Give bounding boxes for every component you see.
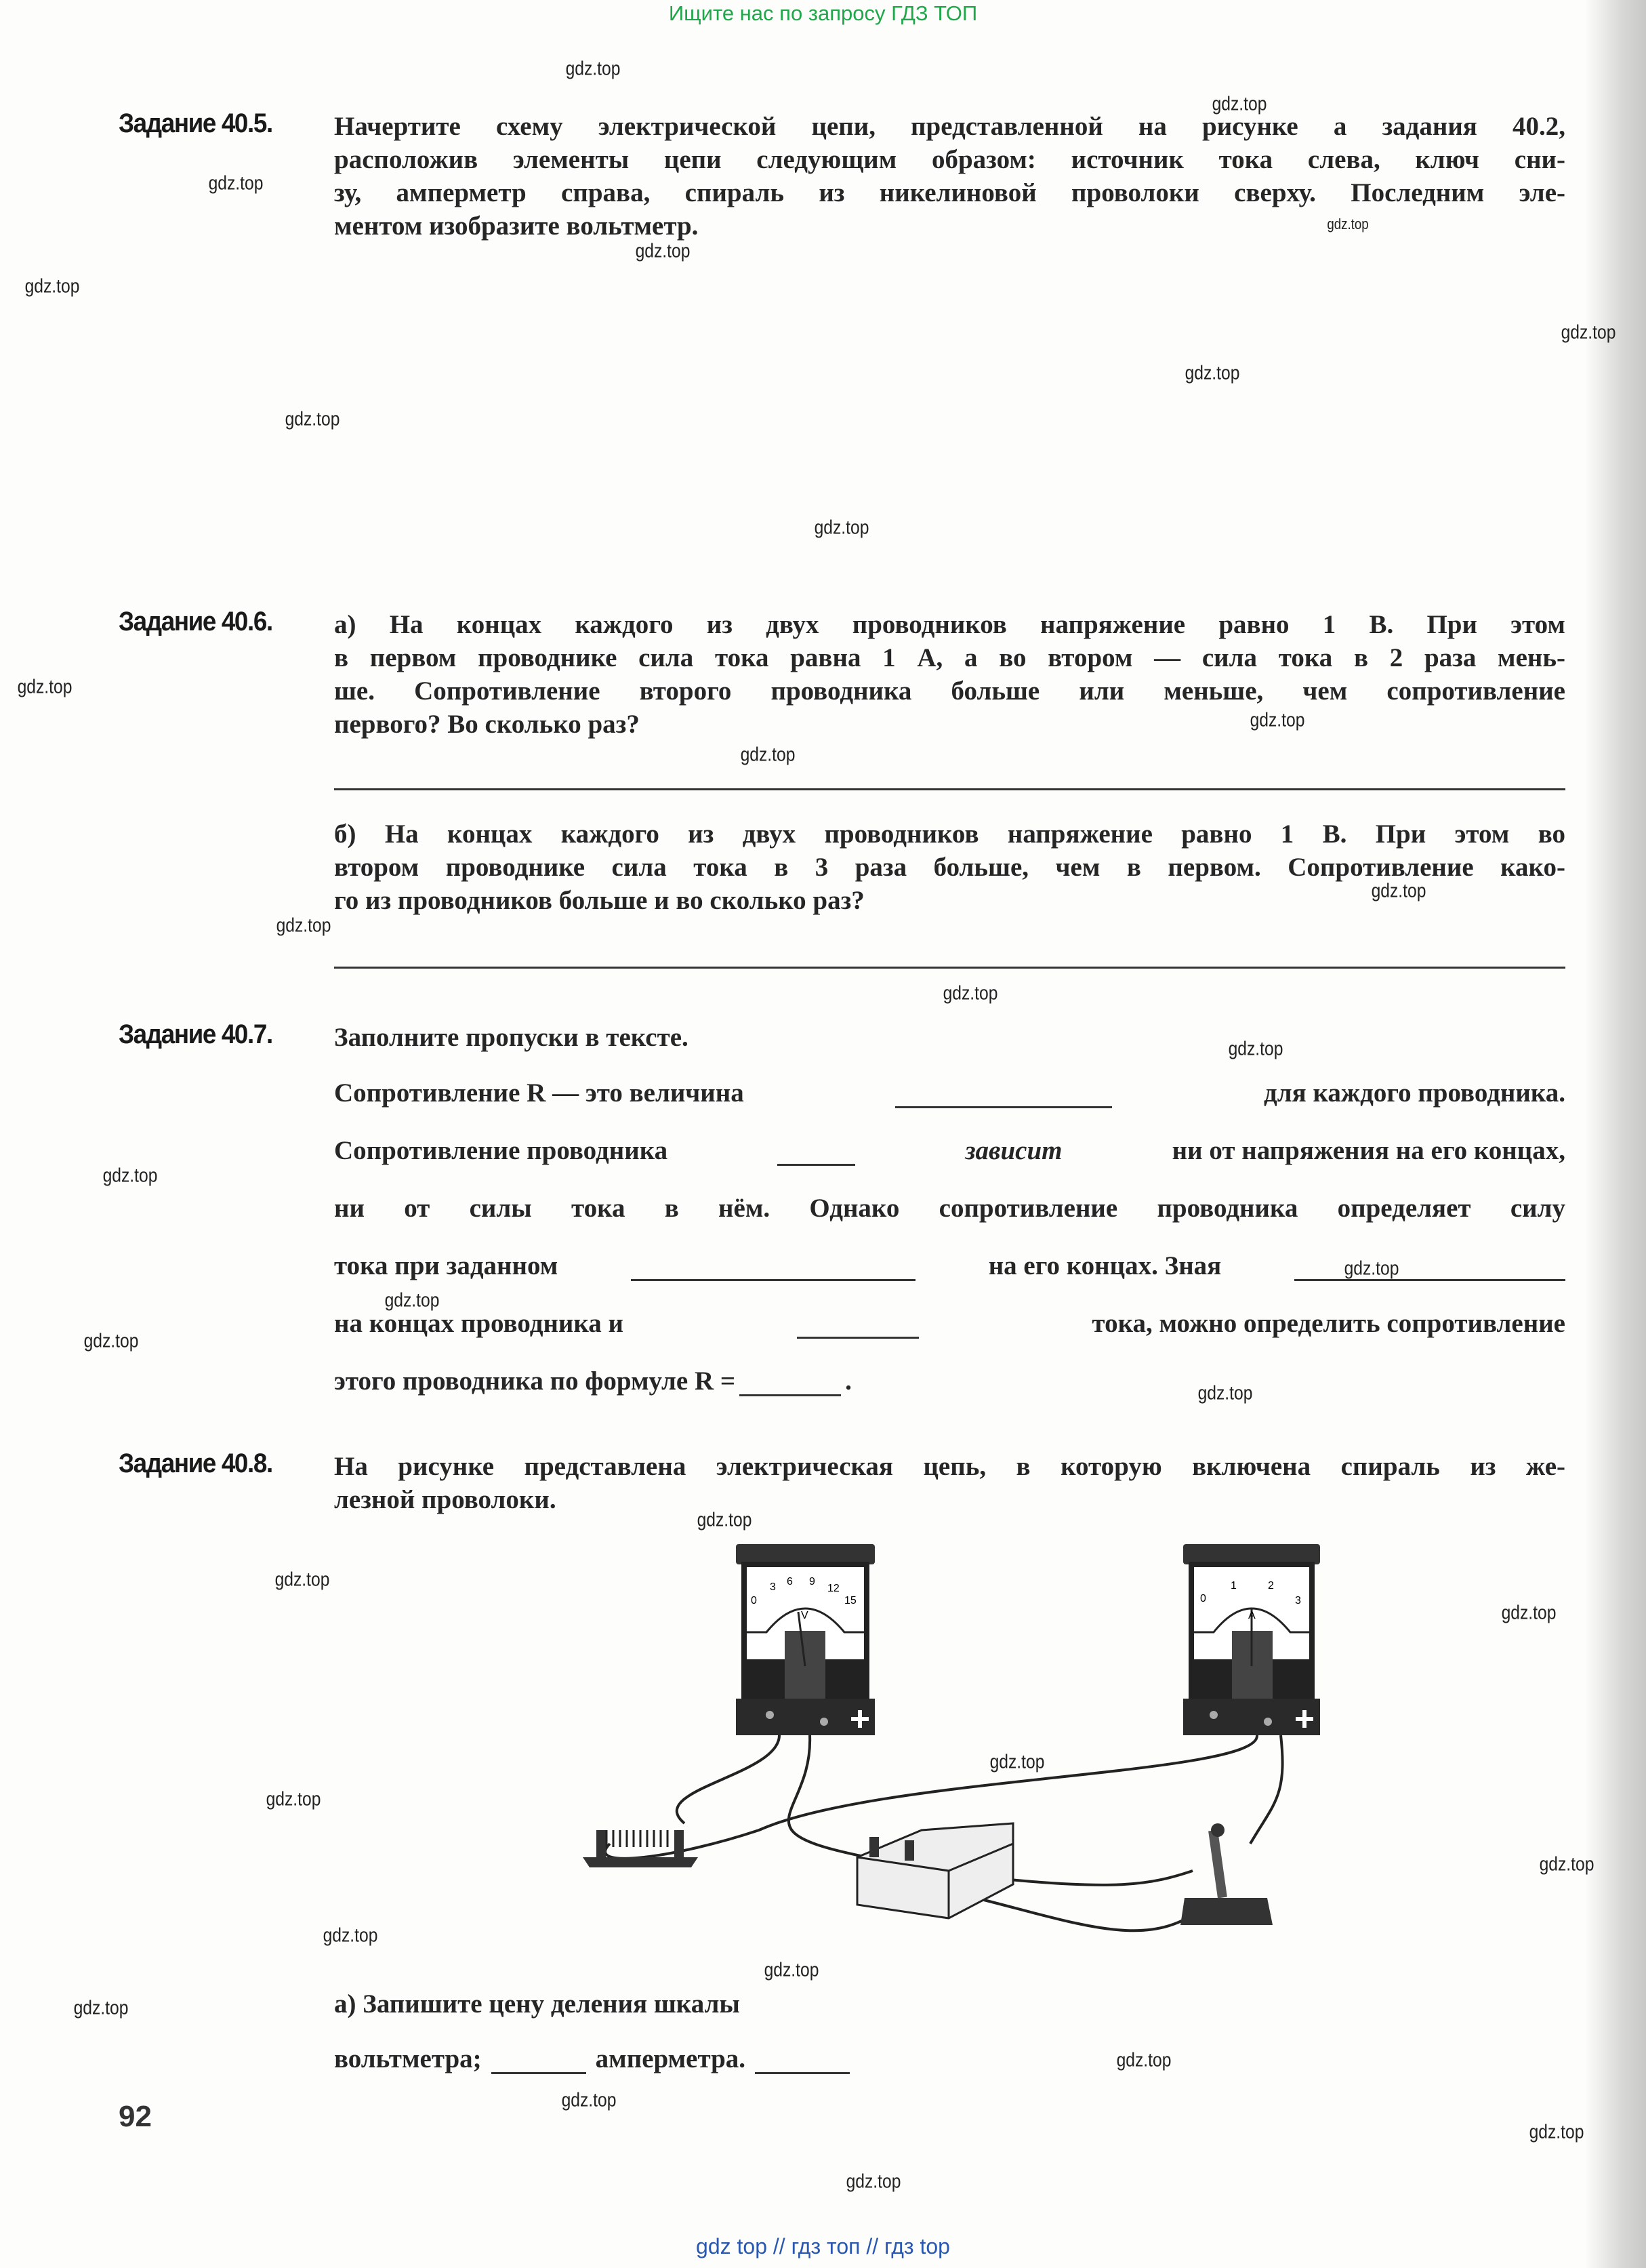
text-fragment: амперметра. [595, 2044, 746, 2073]
text-line: лезной проволоки. [334, 1485, 556, 1514]
scale-label: 12 [827, 1583, 840, 1594]
text-fragment: на его концах. Зная [988, 1251, 1222, 1280]
text-line: Начертите схему электрической цепи, представленной на рисунке а задания 40.2, [334, 112, 1565, 141]
text-fragment: Сопротивление проводника [334, 1136, 668, 1165]
text-line: го из проводников больше и во сколько раз? [334, 886, 865, 915]
watermark: gdz.top [1561, 321, 1616, 344]
watermark: gdz.top [846, 2170, 901, 2193]
text-line: первого? Во сколько раз? [334, 710, 640, 739]
unit-label: A [1248, 1610, 1256, 1621]
scale-label: 0 [751, 1595, 757, 1606]
text-fragment: ни от напряжения на его концах, [1172, 1136, 1565, 1165]
watermark: gdz.top [102, 1165, 158, 1187]
watermark: gdz.top [17, 676, 73, 698]
text-line: втором проводнике сила тока в 3 раза больше, чем в первом. Сопротивление како- [334, 853, 1565, 882]
scale-label: 2 [1268, 1580, 1274, 1592]
watermark: gdz.top [740, 744, 796, 766]
watermark: gdz.top [814, 517, 869, 539]
watermark: gdz.top [565, 58, 621, 80]
ammeter-division-blank[interactable] [755, 2050, 850, 2074]
watermark: gdz.top [1185, 362, 1240, 384]
unit-label: V [801, 1610, 808, 1621]
watermark: gdz.top [384, 1289, 440, 1312]
watermark: gdz.top [989, 1751, 1045, 1773]
footer-links[interactable]: gdz top // гдз топ // гдз top [696, 2234, 950, 2259]
scale-label: 0 [1200, 1593, 1206, 1604]
scale-label: 3 [1295, 1595, 1301, 1606]
task-40-8a-answers [334, 2017, 850, 2074]
watermark: gdz.top [266, 1788, 321, 1810]
task-40-7-title: Задание 40.7. [119, 1019, 272, 1049]
text-fragment: Сопротивление R — это величина [334, 1078, 744, 1108]
scale-label: 6 [787, 1576, 793, 1587]
text-fragment: для каждого проводника. [1264, 1078, 1565, 1108]
watermark: gdz.top [285, 408, 340, 430]
task-40-8a-text [334, 1987, 1565, 2021]
watermark: gdz.top [1212, 93, 1267, 115]
scale-label: 15 [844, 1595, 857, 1606]
watermark: gdz.top [274, 1568, 330, 1591]
text-line: в первом проводнике сила тока равна 1 А, а во втором — сила тока в 2 раза мень- [334, 643, 1565, 672]
page-number: 92 [119, 2100, 152, 2133]
watermark: gdz.top [208, 172, 264, 195]
text-fragment: . [845, 1366, 852, 1396]
watermark: gdz.top [73, 1997, 129, 2019]
scale-label: 3 [770, 1581, 776, 1593]
watermark: gdz.top [1344, 1257, 1399, 1280]
text-line: б) На концах каждого из двух проводников напряжение равно 1 В. При этом во [334, 819, 1565, 849]
watermark: gdz.top [764, 1959, 819, 1981]
task-40-5-title: Задание 40.5. [119, 108, 272, 138]
watermark: gdz.top [323, 1924, 378, 1947]
text-fragment: зависит [965, 1136, 1063, 1165]
scale-label: 9 [809, 1576, 815, 1587]
watermark: gdz.top [1539, 1853, 1594, 1876]
watermark: gdz.top [24, 275, 80, 298]
text-line: а) Запишите цену деления шкалы [334, 1989, 740, 2019]
task-40-6-title: Задание 40.6. [119, 607, 272, 636]
watermark: gdz.top [943, 982, 998, 1005]
watermark: gdz.top [635, 240, 691, 262]
watermark: gdz.top [1371, 880, 1426, 902]
ammeter [1183, 1544, 1320, 1735]
watermark: gdz.top [83, 1330, 139, 1352]
text-fragment: этого проводника по формуле R = [334, 1366, 736, 1396]
switch-key [1180, 1823, 1273, 1925]
text-line: а) На концах каждого из двух проводников напряжение равно 1 В. При этом [334, 610, 1565, 639]
watermark: gdz.top [1327, 216, 1369, 232]
watermark: gdz.top [1197, 1382, 1253, 1404]
text-fragment: на концах проводника и [334, 1309, 624, 1338]
text-line: зу, амперметр справа, спираль из никелиновой проволоки сверху. Последним эле- [334, 178, 1565, 207]
text-line: На рисунке представлена электрическая цепь, в которую включена спираль из же- [334, 1452, 1565, 1481]
watermark: gdz.top [1116, 2049, 1172, 2071]
task-40-8-title: Задание 40.8. [119, 1449, 272, 1478]
scale-label: 1 [1231, 1580, 1237, 1592]
voltmeter-division-blank[interactable] [491, 2050, 586, 2074]
text-fragment: тока, можно определить сопротивление [1092, 1309, 1565, 1338]
text-line: расположив элементы цепи следующим образом: источник тока слева, ключ сни- [334, 145, 1565, 174]
text-fragment: вольтметра; [334, 2044, 482, 2073]
watermark: gdz.top [1250, 709, 1305, 731]
watermark: gdz.top [1529, 2121, 1584, 2143]
text-line: Заполните пропуски в тексте. [334, 1023, 688, 1052]
watermark: gdz.top [561, 2089, 617, 2111]
text-line: ментом изобразите вольтметр. [334, 211, 699, 241]
text-fragment: тока при заданном [334, 1251, 558, 1280]
text-line: ше. Сопротивление второго проводника больше или меньше, чем сопротивление [334, 676, 1565, 706]
watermark: gdz.top [1228, 1038, 1283, 1060]
power-source [857, 1823, 1013, 1918]
text-fragment: ни от силы тока в нём. Однако сопротивление проводника определяет силу [334, 1194, 1565, 1223]
watermark: gdz.top [697, 1509, 752, 1531]
watermark: gdz.top [276, 914, 331, 937]
voltmeter [736, 1544, 875, 1735]
iron-wire-spiral [583, 1830, 698, 1867]
search-banner[interactable]: Ищите нас по запросу ГДЗ ТОП [668, 1, 978, 25]
watermark: gdz.top [1501, 1602, 1557, 1624]
